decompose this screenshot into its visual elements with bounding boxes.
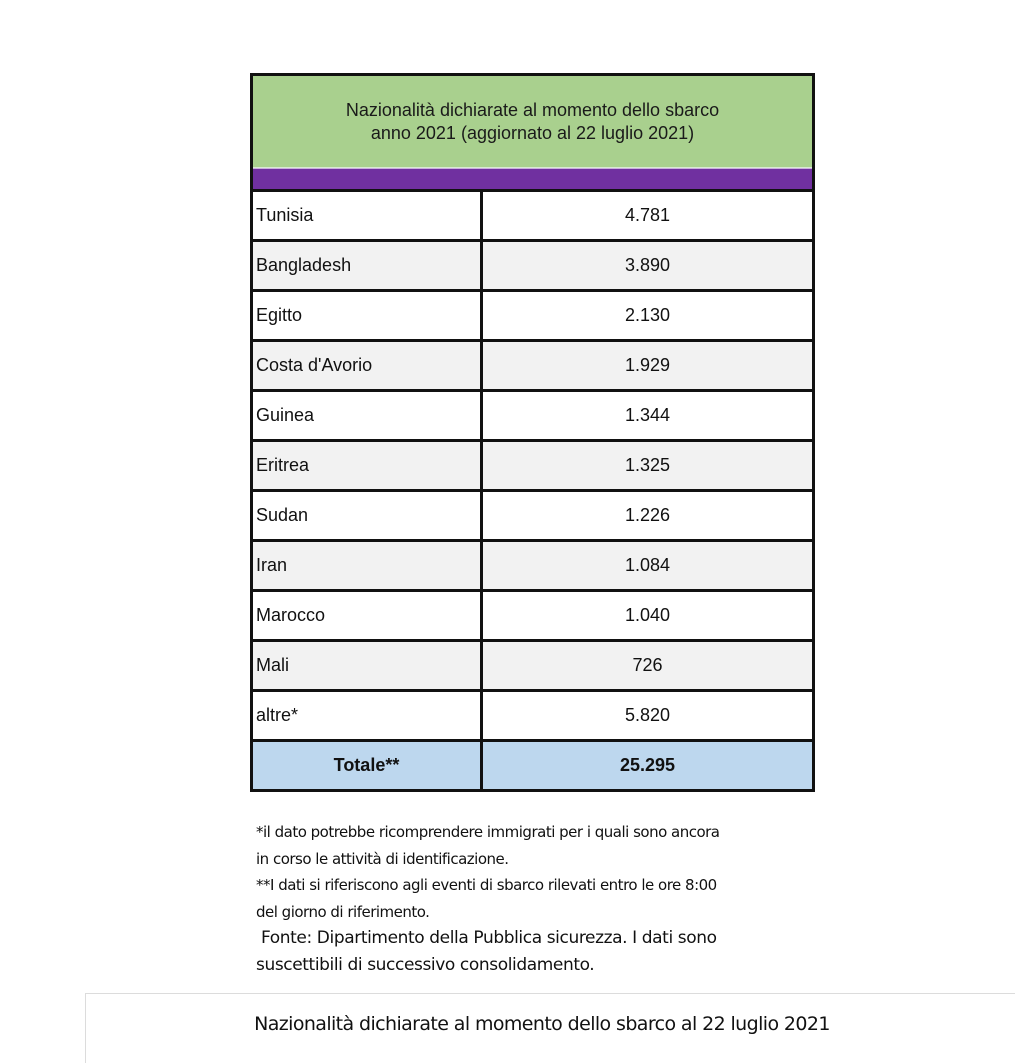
count-cell: 1.040 bbox=[624, 605, 671, 625]
table-row bbox=[253, 492, 812, 542]
chart-title: Nazionalità dichiarate al momento dello sbarco al 22 luglio 2021 bbox=[254, 1013, 830, 1035]
table-title-line1: Nazionalità dichiarate al momento dello sbarco bbox=[345, 99, 720, 120]
table-row bbox=[253, 342, 812, 392]
count-cell: 1.226 bbox=[624, 505, 671, 525]
country-cell: Marocco bbox=[253, 592, 483, 639]
count-cell: 726 bbox=[632, 655, 663, 675]
chart-frame bbox=[85, 993, 1015, 1063]
table-row bbox=[253, 442, 812, 492]
nationalities-table bbox=[250, 73, 815, 792]
table-row bbox=[253, 592, 812, 642]
source-line-2: suscettibili di successivo consolidamento. bbox=[256, 954, 595, 975]
footnote-1-line-2: in corso le attività di identificazione. bbox=[256, 849, 509, 868]
count-cell: 4.781 bbox=[624, 205, 671, 225]
count-cell: 1.929 bbox=[624, 355, 671, 375]
count-cell: 2.130 bbox=[624, 305, 671, 325]
count-cell: 1.344 bbox=[624, 405, 671, 425]
table-row bbox=[253, 642, 812, 692]
source-line-1: Fonte: Dipartimento della Pubblica sicurezza. I dati sono bbox=[256, 928, 717, 948]
table-row bbox=[253, 692, 812, 742]
total-row bbox=[253, 742, 812, 789]
country-cell: Sudan bbox=[253, 492, 483, 539]
table-row bbox=[253, 392, 812, 442]
count-cell: 1.084 bbox=[624, 555, 671, 575]
country-cell: Bangladesh bbox=[253, 242, 483, 289]
total-value: 25.295 bbox=[619, 755, 676, 775]
country-cell: Egitto bbox=[253, 292, 483, 339]
table-title-line2: anno 2021 (aggiornato al 22 luglio 2021) bbox=[370, 122, 695, 143]
table-row bbox=[253, 192, 812, 242]
footnote-1-line-1: *il dato potrebbe ricomprendere immigrati per i quali sono ancora bbox=[256, 823, 720, 841]
country-cell: altre* bbox=[253, 692, 483, 739]
table-body bbox=[253, 192, 812, 789]
country-cell: Tunisia bbox=[253, 192, 483, 239]
country-cell: Eritrea bbox=[253, 442, 483, 489]
country-cell: Mali bbox=[253, 642, 483, 689]
table-row bbox=[253, 292, 812, 342]
country-cell: Guinea bbox=[253, 392, 483, 439]
count-cell: 5.820 bbox=[624, 705, 671, 725]
footnotes bbox=[256, 819, 826, 978]
total-label: Totale** bbox=[253, 742, 483, 789]
count-cell: 3.890 bbox=[624, 255, 671, 275]
country-cell: Costa d'Avorio bbox=[253, 342, 483, 389]
table-row bbox=[253, 542, 812, 592]
accent-bar bbox=[253, 168, 812, 192]
country-cell: Iran bbox=[253, 542, 483, 589]
footnote-2-line-1: **I dati si riferiscono agli eventi di sbarco rilevati entro le ore 8:00 bbox=[256, 876, 717, 894]
footnote-2-line-2: del giorno di riferimento. bbox=[256, 902, 430, 921]
table-header bbox=[253, 76, 812, 168]
table-row bbox=[253, 242, 812, 292]
count-cell: 1.325 bbox=[624, 455, 671, 475]
